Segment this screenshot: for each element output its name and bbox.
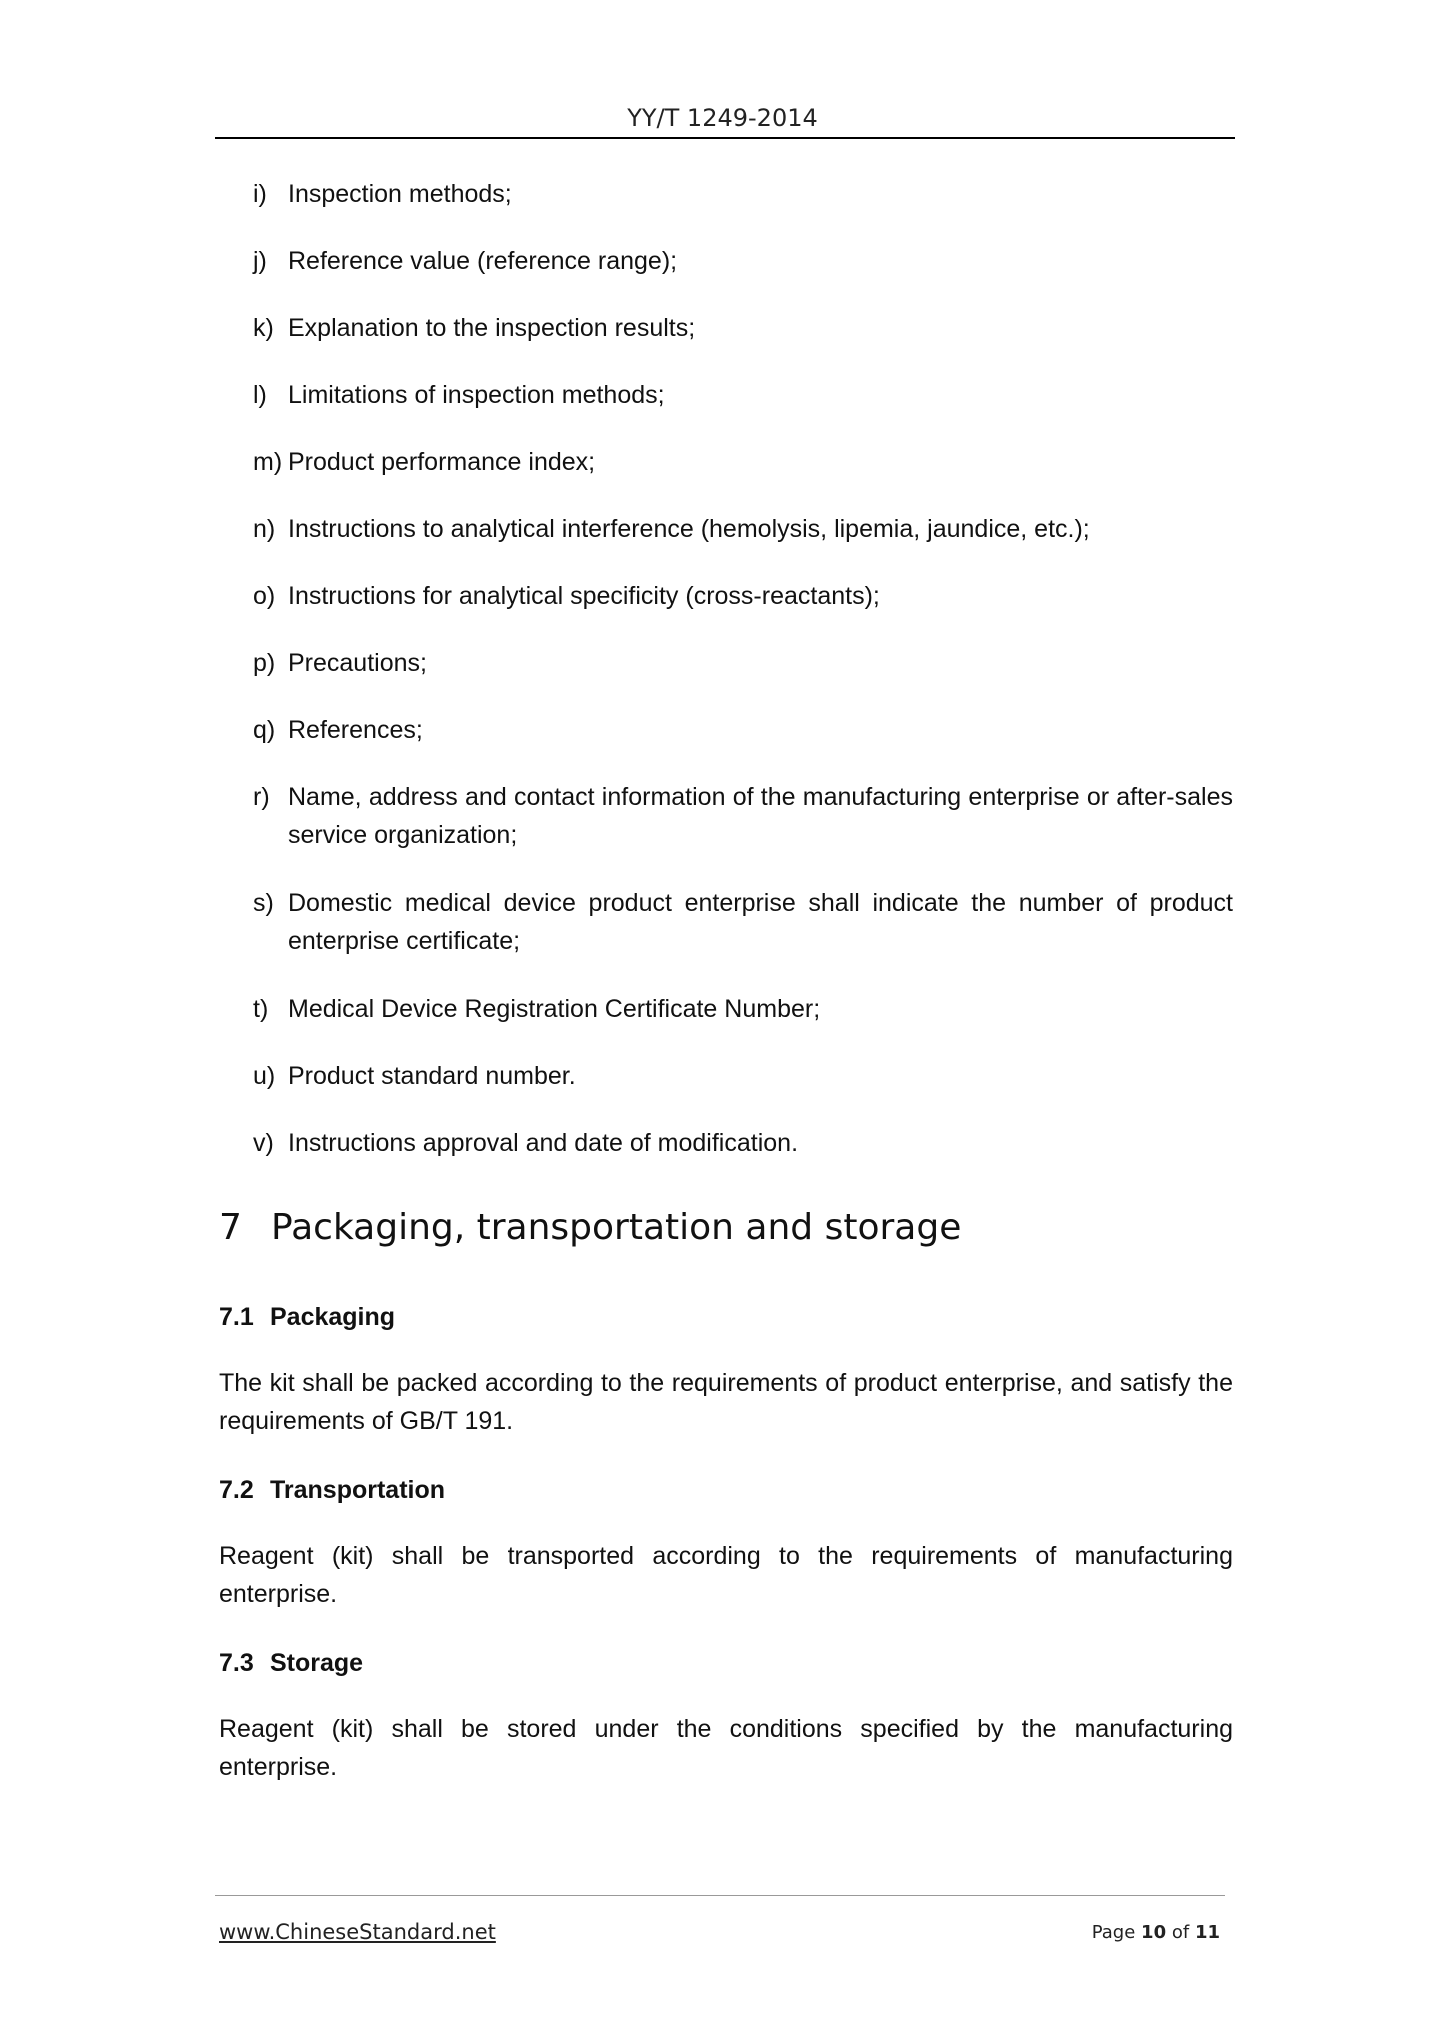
subsection-heading-storage [219,1649,363,1678]
page-of: of [1171,1922,1190,1943]
list-item-text: Instructions to analytical interference (hemolysis, lipemia, jaundice, etc.); [288,515,1090,543]
subsection-number: 7.1 [219,1303,254,1331]
footer-divider [215,1895,1225,1896]
subsection-heading-packaging [219,1303,395,1332]
list-item-label: n) [253,515,276,543]
subsection-heading-transportation [219,1476,445,1505]
storage-paragraph: Reagent (kit) shall be stored under the conditions specified by the manufacturing enterprise. [219,1715,1233,1781]
list-item-label: i) [253,180,267,208]
list-item-text: Product standard number. [288,1062,576,1090]
subsection-title: Storage [270,1649,364,1677]
list-item-text: Instructions approval and date of modification. [288,1129,799,1157]
list-item-text: Explanation to the inspection results; [288,314,696,342]
subsection-number: 7.2 [219,1476,254,1504]
list-item-label: s) [253,889,274,917]
page-prefix: Page [1091,1922,1136,1943]
list-item-label: l) [253,381,267,409]
list-item-label: m) [253,448,283,476]
list-item-text: Limitations of inspection methods; [288,381,665,409]
list-item-text: Name, address and contact information of the manufacturing enterprise or after-sales service organization; [288,783,1233,849]
document-number-header: YY/T 1249-2014 [627,104,818,132]
list-item-text: Reference value (reference range); [288,247,678,275]
list-item-text: References; [288,716,423,744]
section-heading [219,1207,961,1248]
subsection-number: 7.3 [219,1649,254,1677]
list-item-label: t) [253,995,269,1023]
list-item-text: Instructions for analytical specificity (cross-reactants); [288,582,880,610]
list-item-label: v) [253,1129,274,1157]
page-current: 10 [1141,1922,1167,1943]
list-item-text: Domestic medical device product enterprise shall indicate the number of product enterprise certificate; [288,889,1233,955]
section-number: 7 [219,1207,242,1248]
list-item-label: j) [253,247,267,275]
page-total: 11 [1194,1922,1220,1943]
list-item-label: q) [253,716,276,744]
page-number [1092,1922,1220,1943]
list-item-label: u) [253,1062,276,1090]
list-item-label: r) [253,783,270,811]
packaging-paragraph: The kit shall be packed according to the requirements of product enterprise, and satisfy the requirements of GB/T 191. [219,1369,1233,1435]
transportation-paragraph: Reagent (kit) shall be transported according to the requirements of manufacturing enterprise. [219,1542,1233,1608]
list-item-label: o) [253,582,276,610]
subsection-title: Packaging [270,1303,396,1331]
list-item-text: Product performance index; [288,448,596,476]
subsection-title: Transportation [270,1476,446,1504]
list-item-label: p) [253,649,276,677]
list-item-text: Inspection methods; [288,180,512,208]
section-title: Packaging, transportation and storage [271,1207,962,1248]
website-link[interactable]: www.ChineseStandard.net [219,1920,496,1944]
list-item-text: Precautions; [288,649,427,677]
list-item-label: k) [253,314,274,342]
header-divider [215,137,1235,139]
list-item-text: Medical Device Registration Certificate Number; [288,995,821,1023]
